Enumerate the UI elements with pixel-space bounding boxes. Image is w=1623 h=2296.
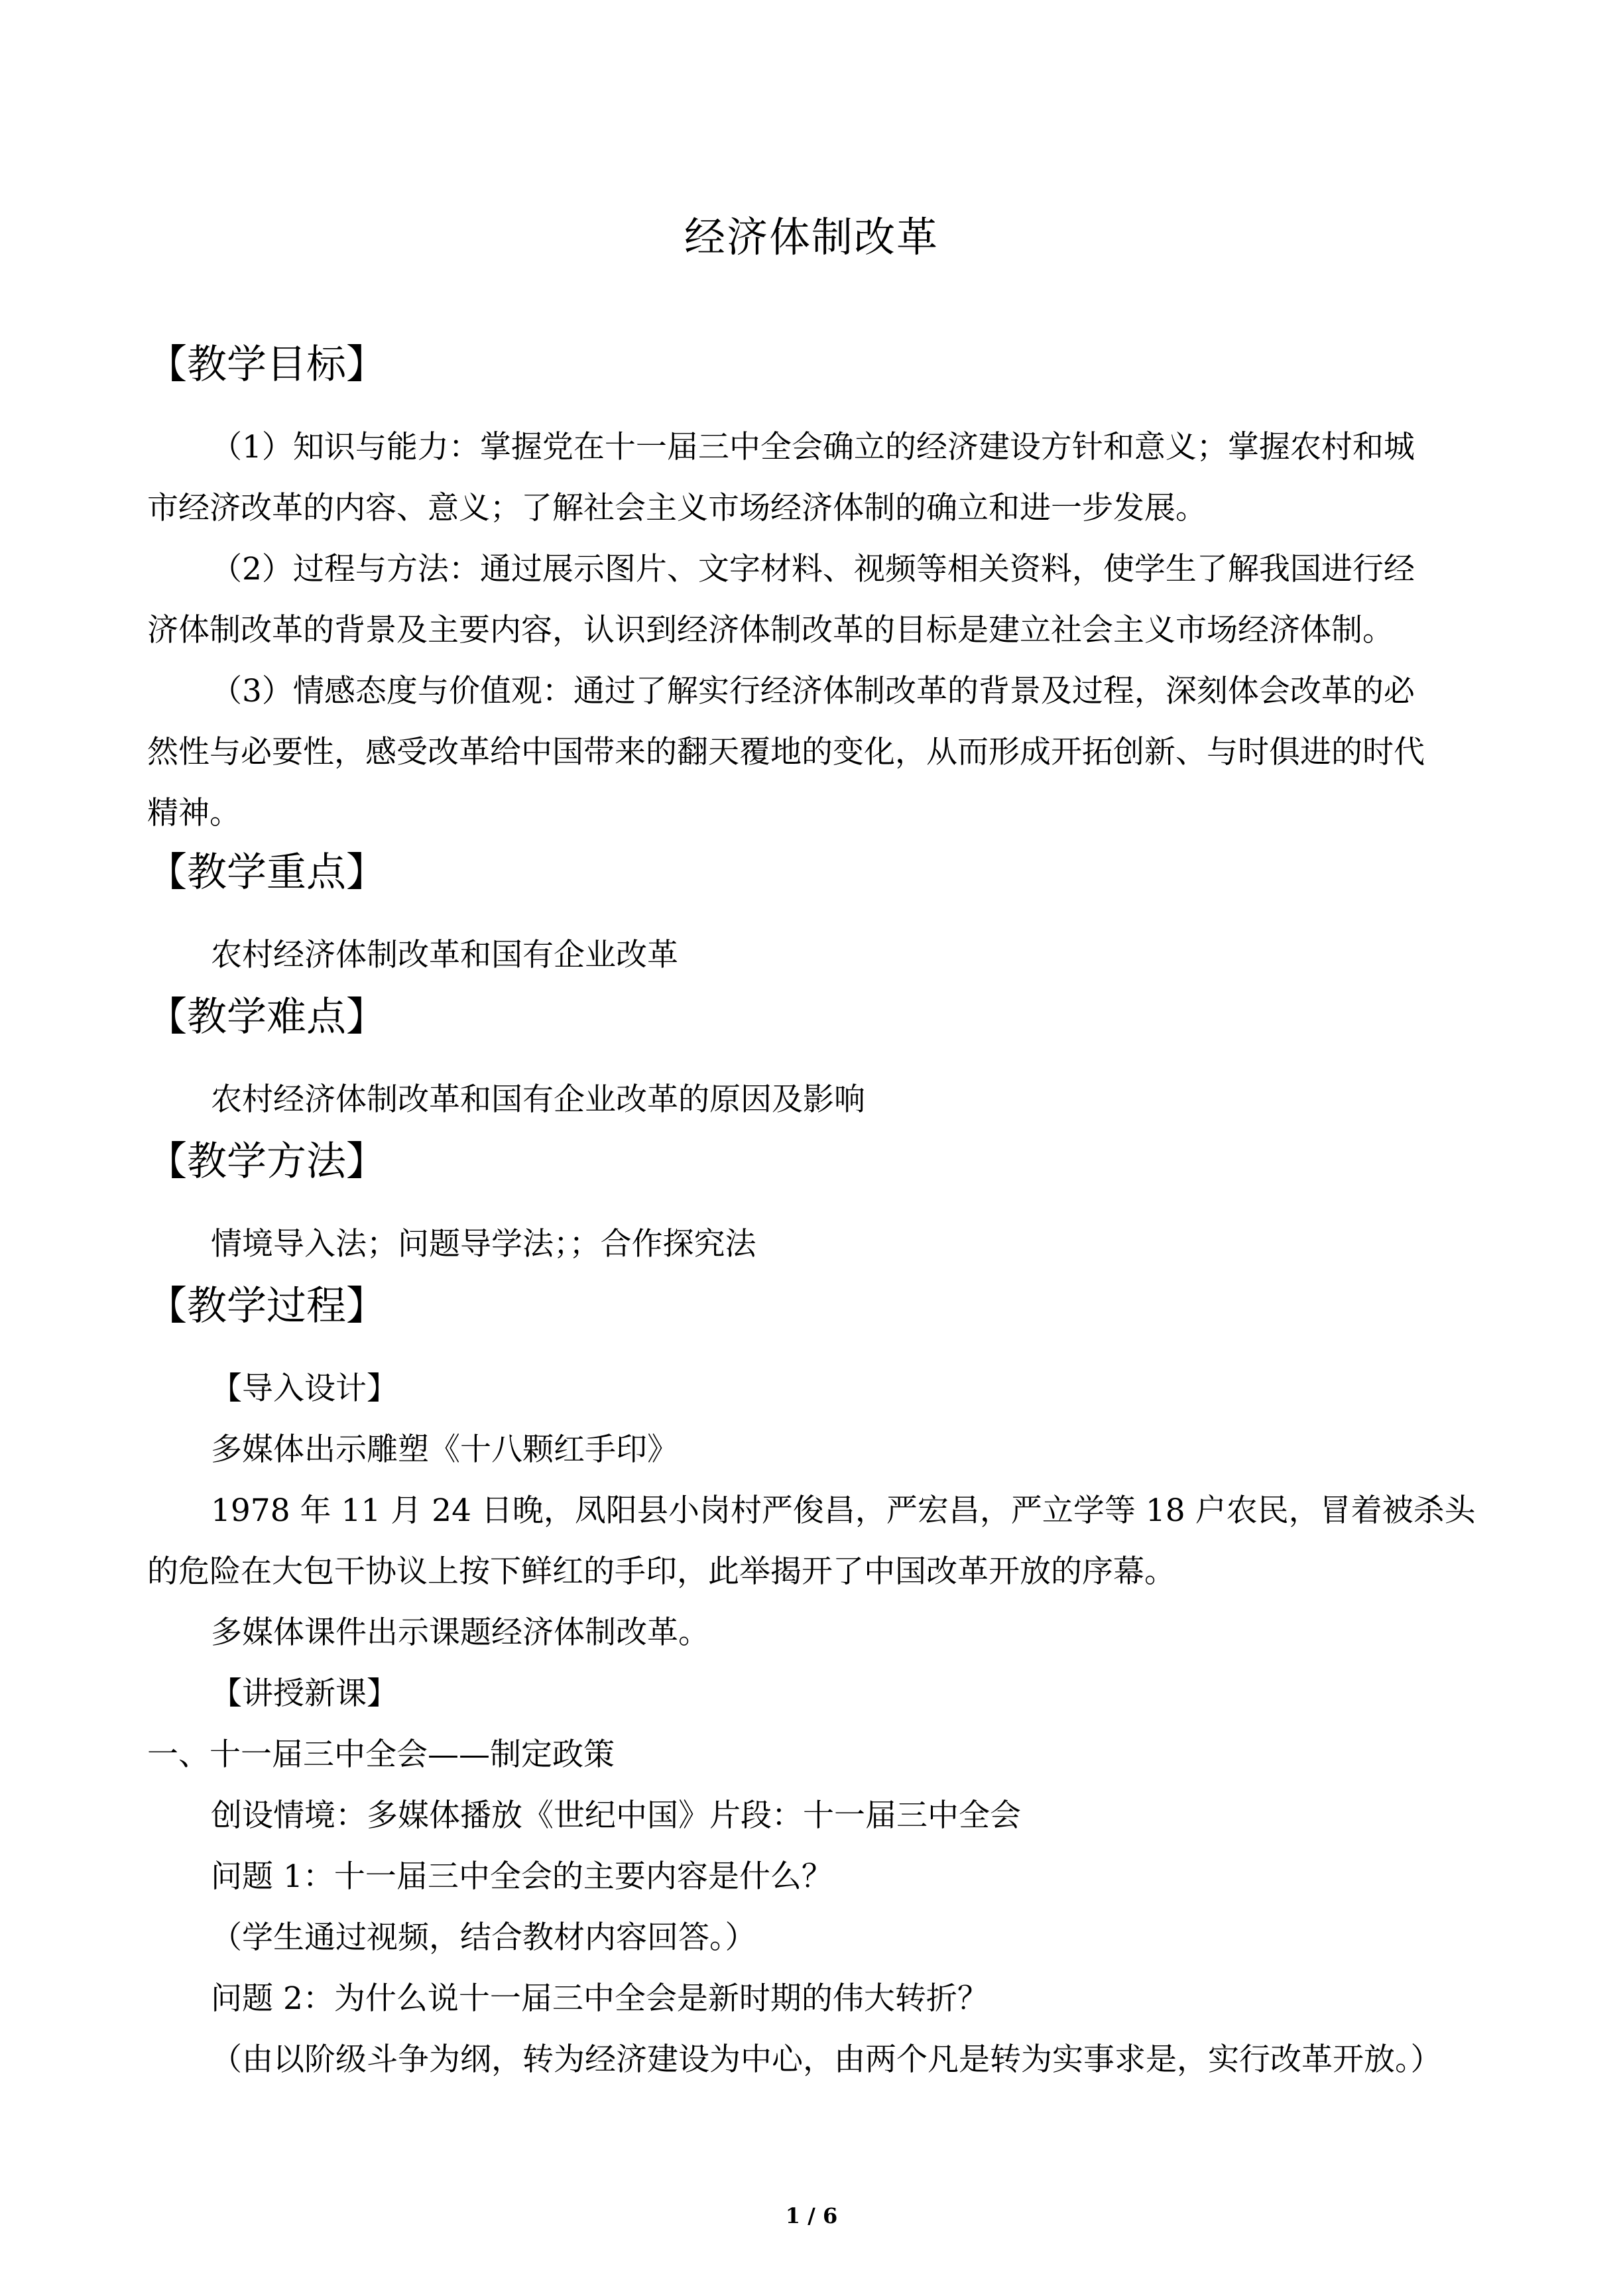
intro-design-label: 【导入设计】 <box>211 1370 398 1407</box>
part-1-line-5: （由以阶级斗争为纲，转为经济建设为中心，由两个凡是转为实事求是，实行改革开放。） <box>211 2041 1442 2078</box>
part-1-line-1: 创设情境：多媒体播放《世纪中国》片段：十一届三中全会 <box>211 1797 1021 1834</box>
part-1-line-4: 问题 2：为什么说十一届三中全会是新时期的伟大转折？ <box>211 1980 989 2017</box>
part-1-title: 一、十一届三中全会——制定政策 <box>147 1736 615 1773</box>
key-points-text: 农村经济体制改革和国有企业改革 <box>211 937 678 973</box>
intro-line-2a: 1978 年 11 月 24 日晚，凤阳县小岗村严俊昌，严宏昌，严立学等 18 户农民，冒着被杀头 <box>211 1492 1476 1529</box>
new-lesson-label: 【讲授新课】 <box>211 1675 398 1712</box>
intro-line-1: 多媒体出示雕塑《十八颗红手印》 <box>211 1431 678 1468</box>
objectives-paragraph-1-line-2: 市经济改革的内容、意义；了解社会主义市场经济体制的确立和进一步发展。 <box>147 490 1207 526</box>
section-heading-key-points: 【教学重点】 <box>147 849 386 896</box>
objectives-paragraph-2-line-1: （2）过程与方法：通过展示图片、文字材料、视频等相关资料，使学生了解我国进行经 <box>211 551 1415 587</box>
section-heading-difficulties: 【教学难点】 <box>147 994 386 1040</box>
part-1-line-2: 问题 1：十一届三中全会的主要内容是什么？ <box>211 1858 833 1895</box>
part-1-line-3: （学生通过视频，结合教材内容回答。） <box>211 1919 756 1956</box>
objectives-paragraph-3-line-1: （3）情感态度与价值观：通过了解实行经济体制改革的背景及过程，深刻体会改革的必 <box>211 673 1415 709</box>
objectives-paragraph-3-line-2: 然性与必要性，感受改革给中国带来的翻天覆地的变化，从而形成开拓创新、与时俱进的时代 <box>147 734 1425 770</box>
section-heading-objectives: 【教学目标】 <box>147 341 386 388</box>
objectives-paragraph-3-line-3: 精神。 <box>147 795 241 831</box>
difficulties-text: 农村经济体制改革和国有企业改革的原因及影响 <box>211 1081 865 1118</box>
page-number: 1 / 6 <box>785 2203 838 2228</box>
document-title: 经济体制改革 <box>684 213 939 261</box>
section-heading-process: 【教学过程】 <box>147 1283 386 1329</box>
intro-line-3: 多媒体课件出示课题经济体制改革。 <box>211 1614 709 1651</box>
section-heading-methods: 【教学方法】 <box>147 1138 386 1185</box>
objectives-paragraph-2-line-2: 济体制改革的背景及主要内容，认识到经济体制改革的目标是建立社会主义市场经济体制。 <box>147 612 1394 648</box>
methods-text: 情境导入法；问题导学法；；合作探究法 <box>211 1226 756 1262</box>
objectives-paragraph-1-line-1: （1）知识与能力：掌握党在十一届三中全会确立的经济建设方针和意义；掌握农村和城 <box>211 429 1415 465</box>
intro-line-2b: 的危险在大包干协议上按下鲜红的手印，此举揭开了中国改革开放的序幕。 <box>147 1553 1175 1590</box>
